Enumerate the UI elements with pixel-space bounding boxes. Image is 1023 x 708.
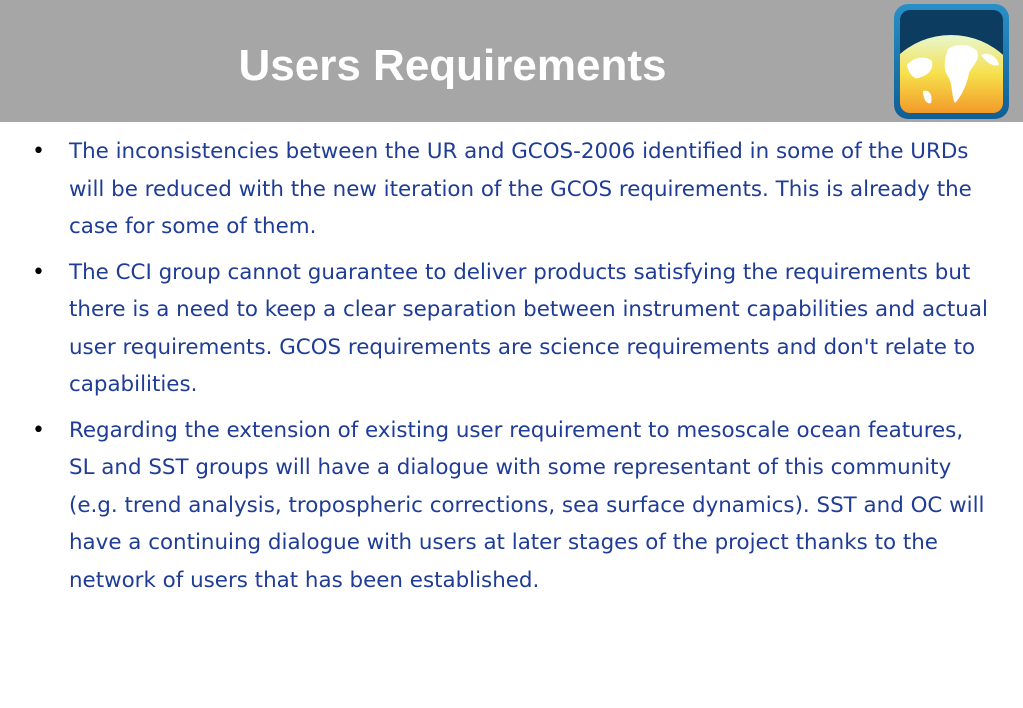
slide-body xyxy=(30,133,995,607)
list-item xyxy=(30,254,995,404)
slide-header xyxy=(0,0,1023,122)
bullet-marker: • xyxy=(32,259,45,285)
bullet-list xyxy=(30,133,995,599)
bullet-marker: • xyxy=(32,139,45,164)
list-item xyxy=(30,412,995,600)
bullet-text: The inconsistencies between the UR and GCOS-2006 identified in some of the URDs will be reduced with the new iteration of the GCOS requirements. This is already the case for some of them. xyxy=(69,139,972,239)
bullet-text: Regarding the extension of existing user requirement to mesoscale ocean features, SL and SST groups will have a dialogue with some representant of this community (e.g. trend analysis, tropospheric corrections, sea surface dynamics). SST and OC will have a continuing dialogue with users at later stages of the project thanks to the network of users that has been established. xyxy=(69,417,985,593)
list-item xyxy=(30,133,995,246)
slide-title: Users Requirements xyxy=(238,41,667,90)
bullet-text: The CCI group cannot guarantee to deliver products satisfying the requirements but there is a need to keep a clear separation between instrument capabilities and actual user requirements. GCOS requirements are science requirements and don't relate to capabilities. xyxy=(69,259,988,397)
globe-sst-logo-icon xyxy=(893,3,1010,120)
bullet-marker: • xyxy=(32,417,45,443)
